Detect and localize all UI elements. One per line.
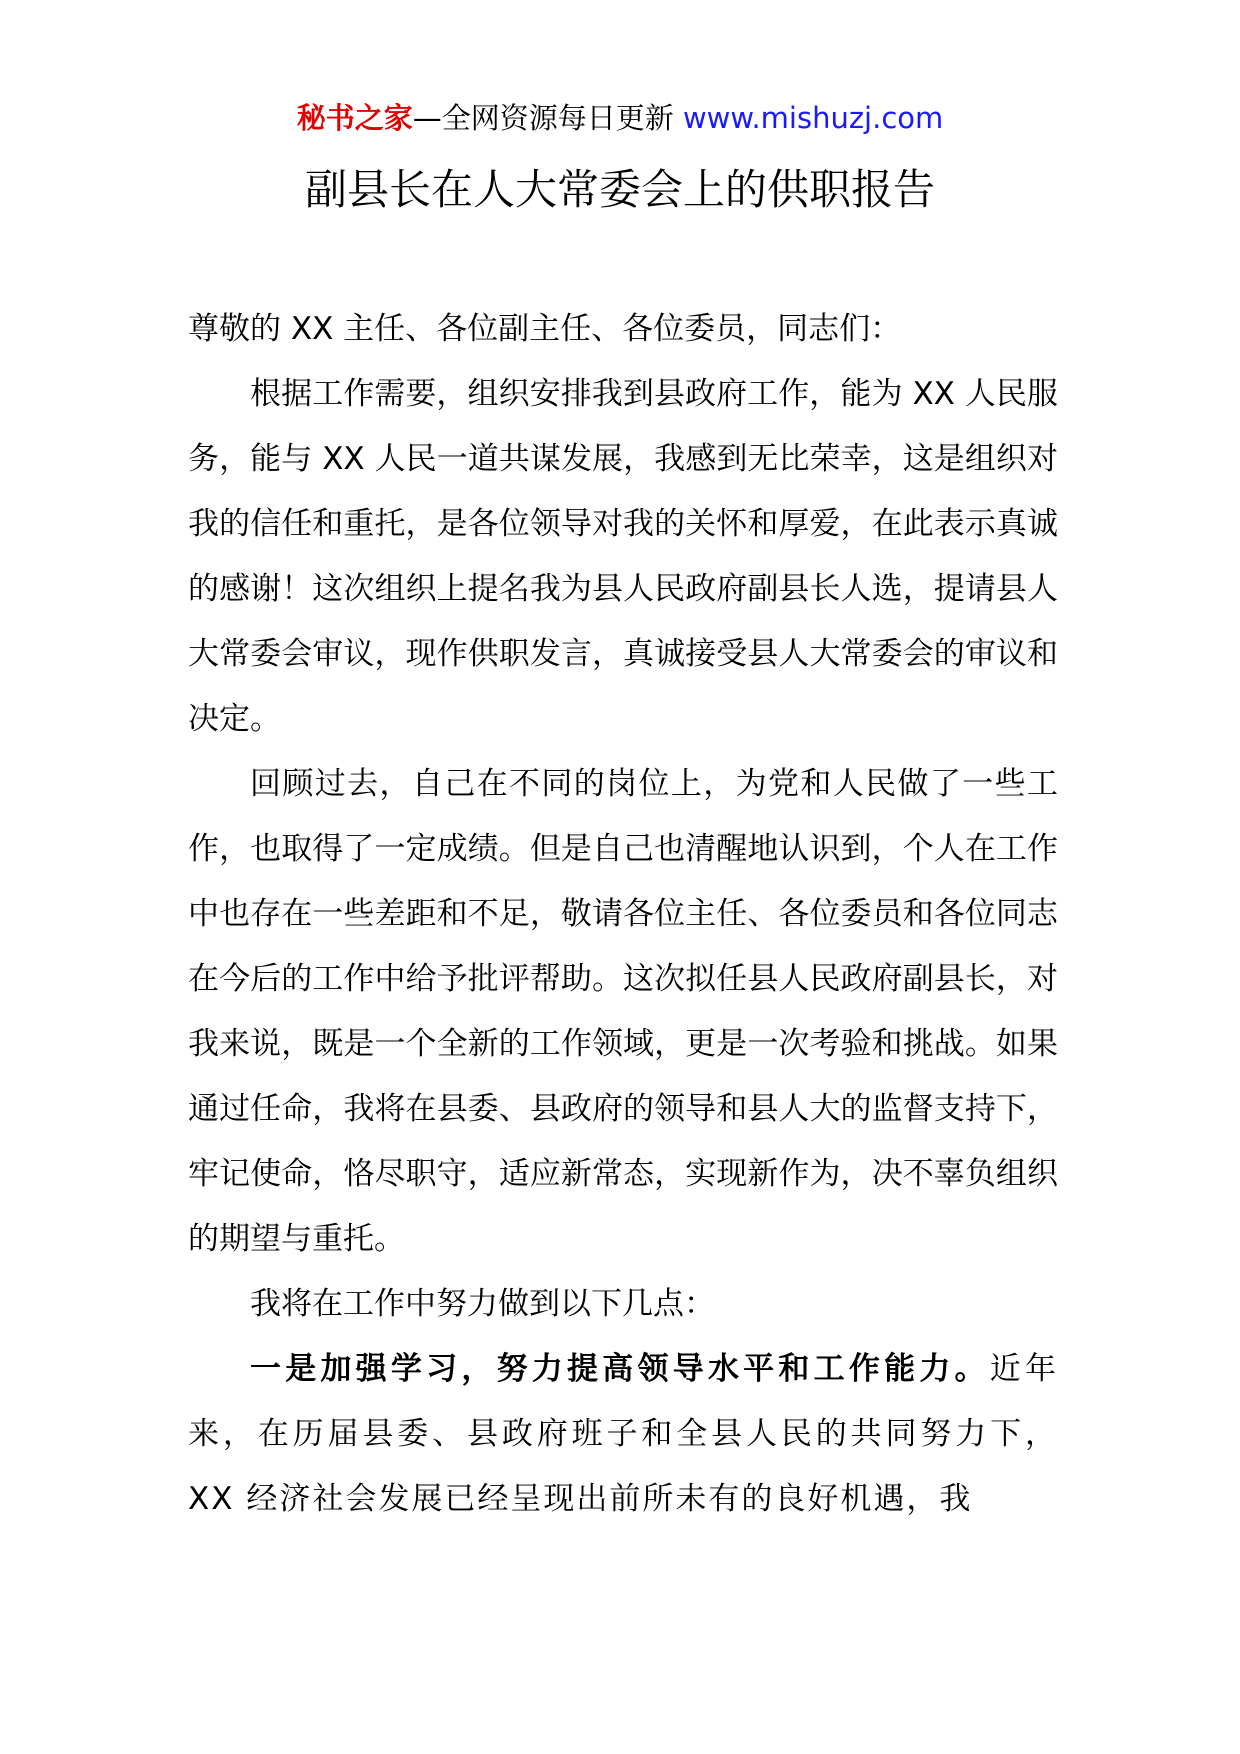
header-tagline: —全网资源每日更新 (412, 101, 683, 135)
document-body (188, 297, 1058, 1532)
point-one-text: 近年来，在历届县委、县政府班子和全县人民的共同努力下，XX 经济社会发展已经呈现出前所未有的良好机遇，我 (188, 1351, 1059, 1517)
salutation: 尊敬的 XX 主任、各位副主任、各位委员，同志们： (188, 311, 902, 347)
paragraph: 根据工作需要，组织安排我到县政府工作，能为 XX 人民服务，能与 XX 人民一道共谋发展，我感到无比荣幸，这是组织对我的信任和重托，是各位领导对我的关怀和厚爱，在此表示真诚的感谢！这次组织上提名我为县人民政府副县长人选，提请县人大常委会审议，现作供职发言，真诚接受县人大常委会的审议和决定。 (188, 376, 1058, 737)
site-url[interactable]: www.mishuzj.com (682, 101, 944, 135)
page-title: 副县长在人大常委会上的供职报告 (304, 165, 935, 214)
paragraph: 我将在工作中努力做到以下几点： (250, 1286, 715, 1322)
paragraph-point-one (188, 1337, 1058, 1532)
brand-name: 秘书之家 (296, 101, 413, 135)
point-one-heading: 一是加强学习，努力提高领导水平和工作能力。 (250, 1351, 990, 1387)
paragraph: 回顾过去，自己在不同的岗位上，为党和人民做了一些工作，也取得了一定成绩。但是自己也清醒地认识到，个人在工作中也存在一些差距和不足，敬请各位主任、各位委员和各位同志在今后的工作中给予批评帮助。这次拟任县人民政府副县长，对我来说，既是一个全新的工作领域，更是一次考验和挑战。如果通过任命，我将在县委、县政府的领导和县人大的监督支持下，牢记使命，恪尽职守，适应新常态，实现新作为，决不辜负组织的期望与重托。 (188, 766, 1058, 1257)
site-header (0, 98, 1240, 138)
